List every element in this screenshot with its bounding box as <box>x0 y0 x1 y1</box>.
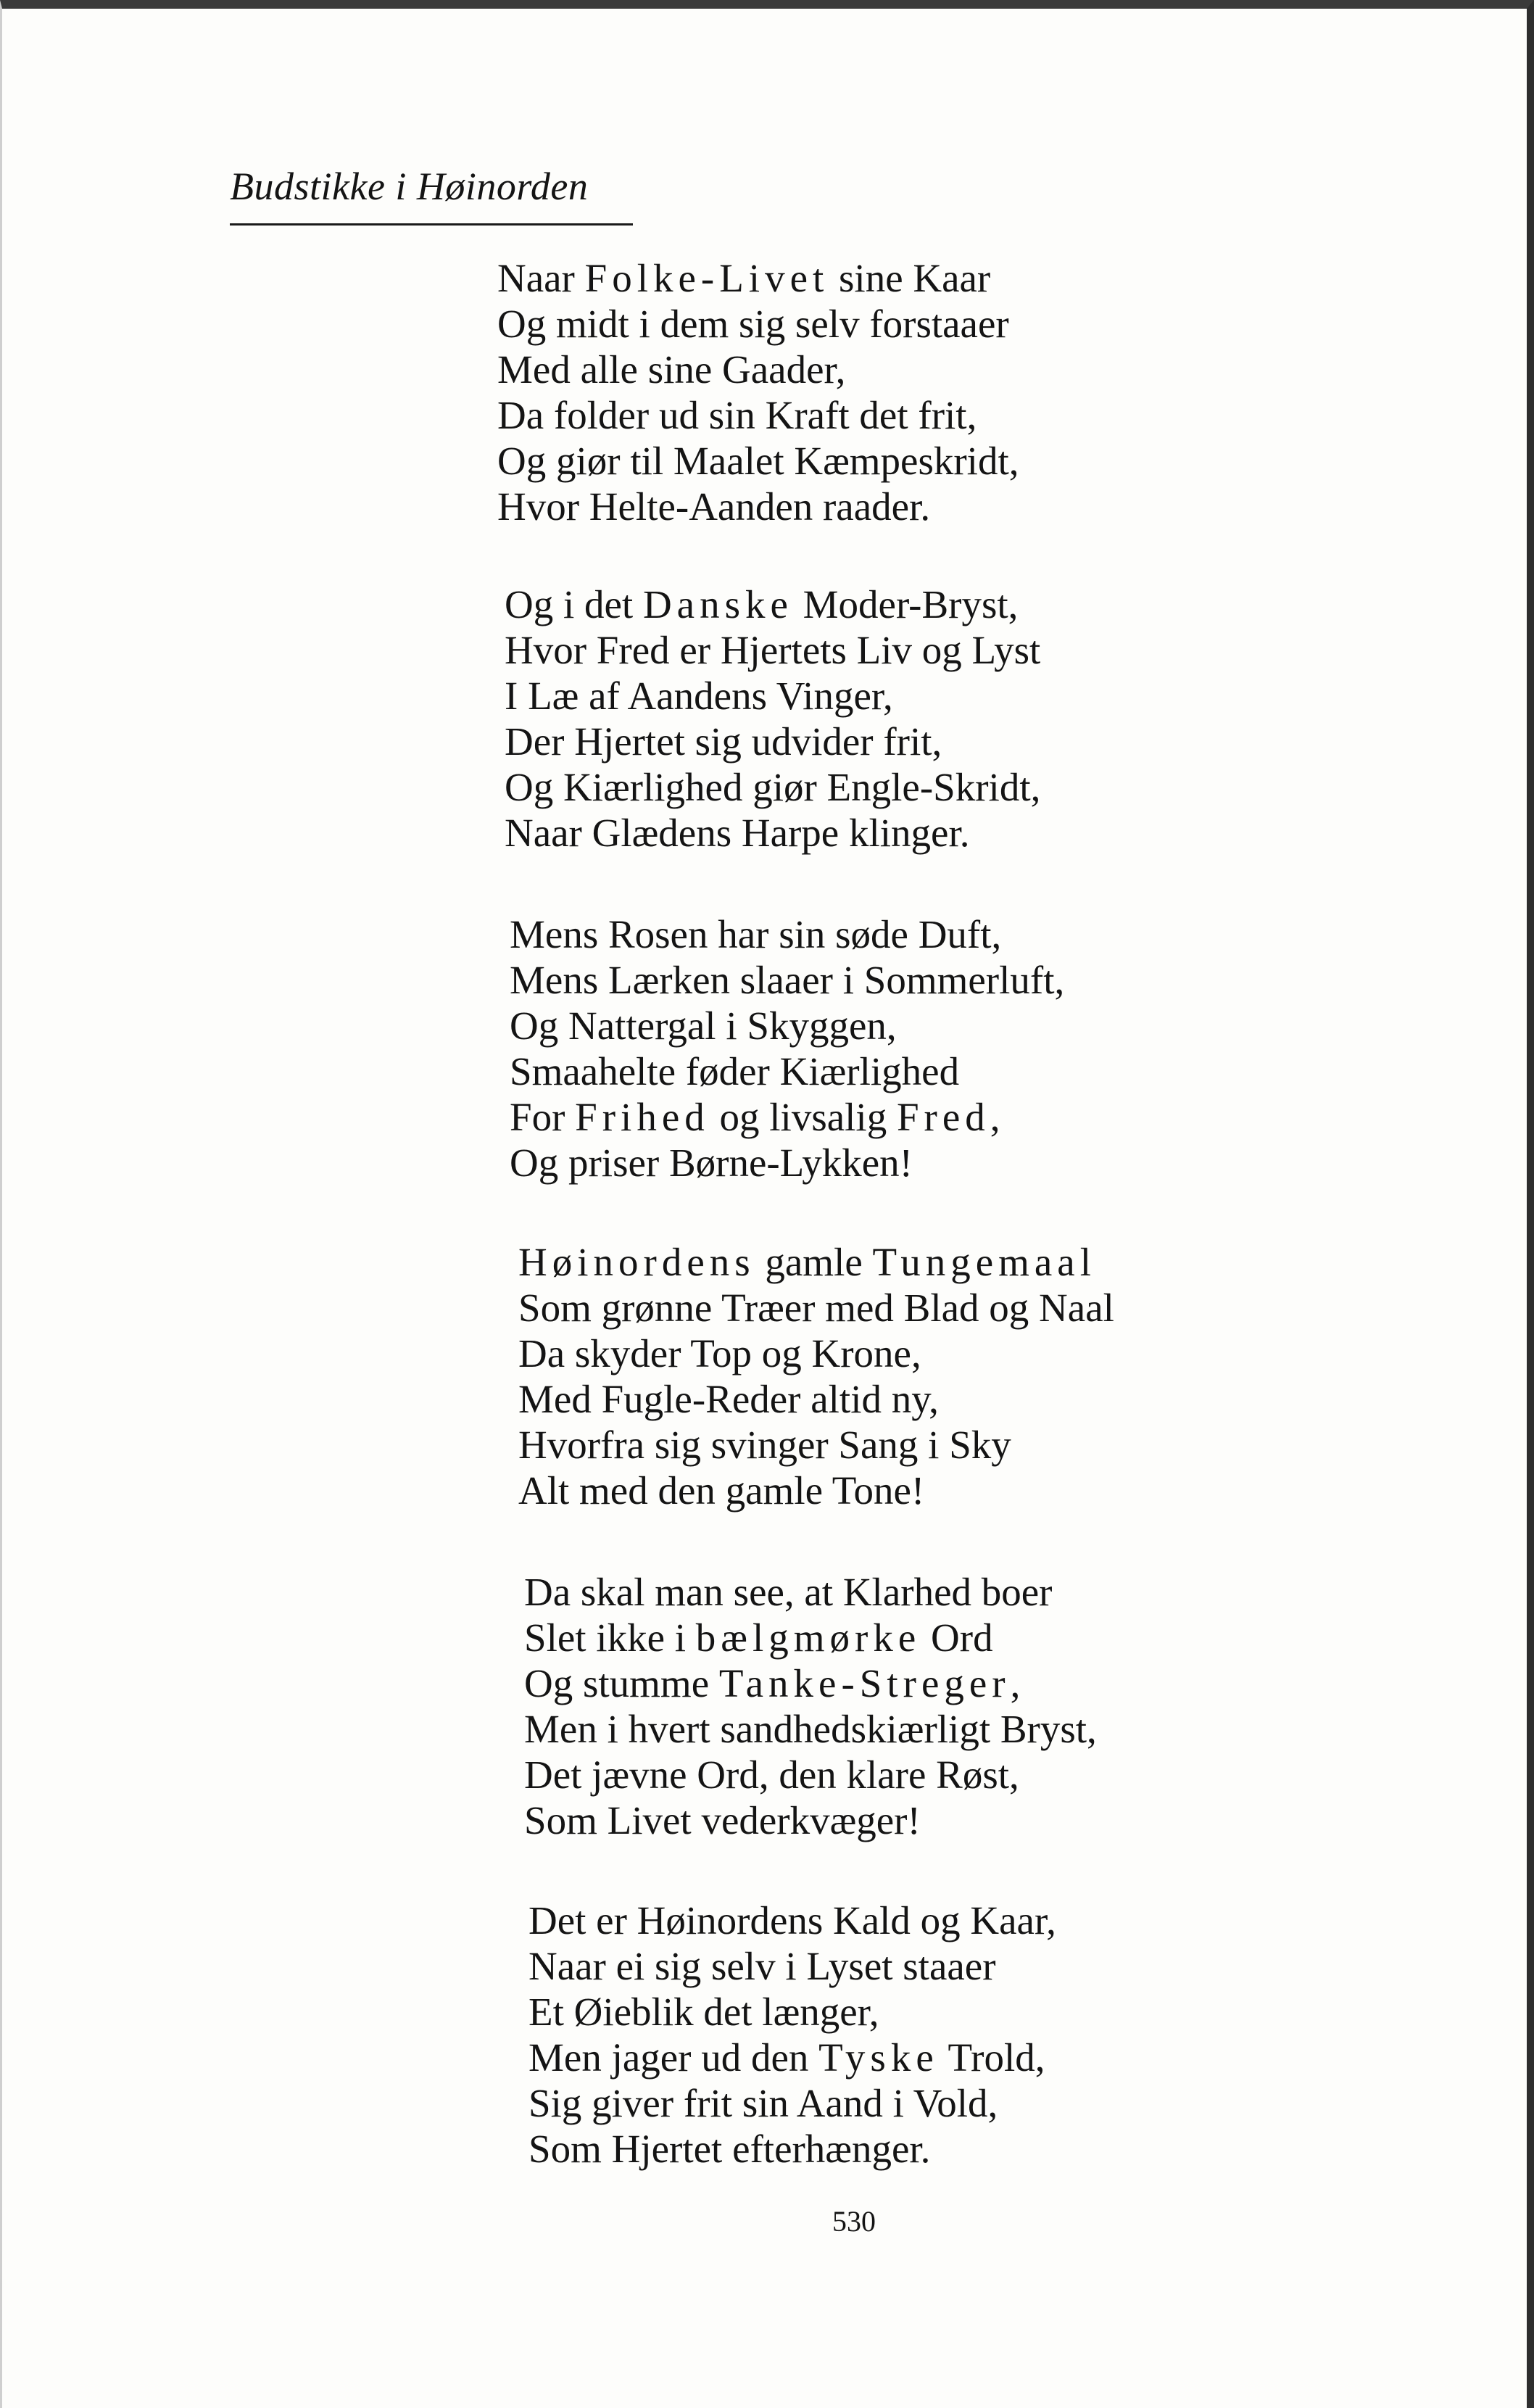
poem-line: Da skal man see, at Klarhed boer <box>524 1570 1053 1614</box>
spaced-emphasis: bælgmørke <box>695 1615 921 1660</box>
page-number: 530 <box>832 2205 876 2238</box>
poem-line: Og stumme Tanke-Streger, <box>524 1661 1021 1705</box>
poem-line: Da skyder Top og Krone, <box>518 1331 921 1375</box>
poem-line: Hvor Helte-Aanden raader. <box>497 484 931 529</box>
poem-line: Høinordens gamle Tungemaal <box>518 1240 1096 1284</box>
poem-line: Mens Rosen har sin søde Duft, <box>510 912 1002 956</box>
spaced-emphasis: Tanke-Streger <box>718 1661 1011 1705</box>
spaced-emphasis: Tungemaal <box>872 1240 1096 1284</box>
poem-line: For Frihed og livsalig Fred, <box>510 1095 1000 1139</box>
poem-line: Slet ikke i bælgmørke Ord <box>524 1615 993 1660</box>
poem-line: Naar Glædens Harpe klinger. <box>505 811 970 855</box>
stanza-6 <box>528 1898 1056 2172</box>
stanza-2 <box>505 582 1040 856</box>
poem-line: Da folder ud sin Kraft det frit, <box>497 393 977 437</box>
poem-line: Alt med den gamle Tone! <box>518 1468 925 1513</box>
poem-line: Det er Høinordens Kald og Kaar, <box>528 1898 1056 1942</box>
poem-line: Et Øieblik det længer, <box>528 1990 879 2034</box>
poem-line: Og midt i dem sig selv forstaaer <box>497 302 1009 346</box>
poem-line: Hvor Fred er Hjertets Liv og Lyst <box>505 628 1041 672</box>
poem-line: Og priser Børne-Lykken! <box>510 1141 913 1185</box>
spaced-emphasis: Danske <box>642 582 793 626</box>
stanza-1 <box>497 255 1019 529</box>
poem-line: I Læ af Aandens Vinger, <box>505 674 893 718</box>
poem-line: Med Fugle-Reder altid ny, <box>518 1377 939 1421</box>
poem-line: Som Hjertet efterhænger. <box>528 2127 931 2171</box>
stanza-5 <box>524 1569 1097 1843</box>
poem-line: Med alle sine Gaader, <box>497 347 846 392</box>
poem-line: Og i det Danske Moder-Bryst, <box>505 582 1019 626</box>
poem-line: Og Nattergal i Skyggen, <box>510 1004 897 1048</box>
poem-line: Naar ei sig selv i Lyset staaer <box>528 1944 996 1988</box>
stanza-4 <box>518 1239 1114 1513</box>
spaced-emphasis: Fred <box>896 1095 990 1139</box>
poem-line: Og Kiærlighed giør Engle-Skridt, <box>505 765 1041 809</box>
spaced-emphasis: Frihed <box>575 1095 710 1139</box>
poem-line: Sig giver frit sin Aand i Vold, <box>528 2081 998 2125</box>
spaced-emphasis: Høinordens <box>518 1240 755 1284</box>
poem-line: Og giør til Maalet Kæmpeskridt, <box>497 439 1019 483</box>
poem-line: Som grønne Træer med Blad og Naal <box>518 1286 1114 1330</box>
spaced-emphasis: Tyske <box>818 2035 939 2080</box>
running-title: Budstikke i Høinorden <box>230 165 589 208</box>
poem-line: Men jager ud den Tyske Trold, <box>528 2035 1045 2080</box>
poem-line: Det jævne Ord, den klare Røst, <box>524 1753 1019 1797</box>
running-title-rule <box>230 223 633 226</box>
poem-line: Som Livet vederkvæger! <box>524 1798 921 1842</box>
poem-line: Naar Folke-Livet sine Kaar <box>497 256 991 300</box>
poem-line: Smaahelte føder Kiærlighed <box>510 1049 960 1093</box>
poem-line: Men i hvert sandhedskiærligt Bryst, <box>524 1707 1097 1751</box>
poem-line: Der Hjertet sig udvider frit, <box>505 719 942 764</box>
poem-line: Hvorfra sig svinger Sang i Sky <box>518 1423 1011 1467</box>
stanza-3 <box>510 911 1064 1186</box>
poem-line: Mens Lærken slaaer i Sommerluft, <box>510 958 1065 1002</box>
spaced-emphasis: Folke-Livet <box>584 256 829 300</box>
